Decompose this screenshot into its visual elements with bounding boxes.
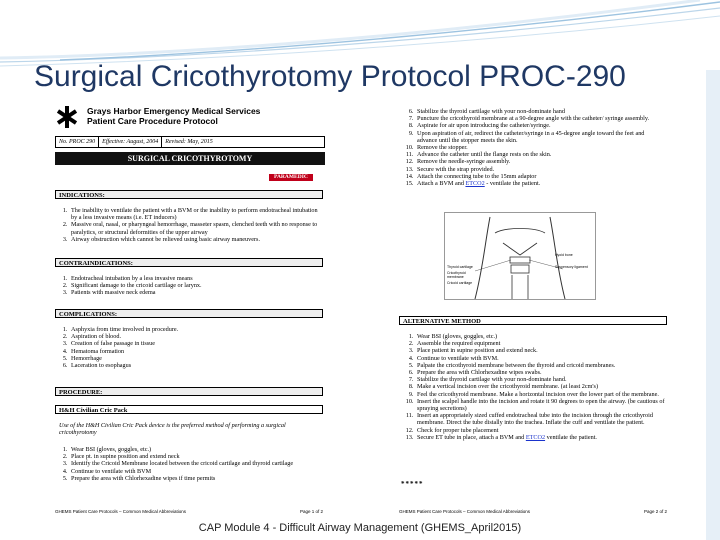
star-of-life-icon — [57, 104, 77, 130]
page-number: Page 1 of 2 — [299, 509, 323, 514]
indications-heading: INDICATIONS: — [55, 190, 323, 199]
list-item: 7. Puncture the cricothyroid membrane at a 90-degree angle with the catheter/ syringe assembly. — [415, 115, 665, 122]
org-line-2: Patient Care Procedure Protocol — [87, 116, 218, 126]
list-item: 4. Continue to ventilate with BVM. — [415, 355, 665, 362]
list-item: 6. Laceration to esophagus — [69, 362, 319, 369]
effective-date: Effective: August, 2004 — [99, 137, 162, 147]
organization-name — [87, 106, 260, 126]
diagram-label: Cricoid cartilage — [447, 281, 473, 285]
diagram-label: Suspensory ligament — [555, 265, 588, 269]
etco2-link[interactable]: ETCO2 — [465, 180, 485, 188]
list-item: 12. Remove the needle-syringe assembly. — [415, 158, 665, 165]
procedure-heading: PROCEDURE: — [55, 387, 323, 396]
list-item: 1. Endotracheal intubation by a less invasive means — [69, 275, 319, 282]
list-item: 5. Palpate the cricothyroid membrane between the thyroid and cricoid membranes. — [415, 362, 665, 369]
list-item: 1. Wear BSI (gloves, goggles, etc.) — [69, 446, 319, 453]
slide-title: Surgical Cricothyrotomy Protocol PROC-290 — [34, 60, 626, 93]
diagram-label: Cricothyroid membrane — [447, 271, 466, 279]
list-item: 1. Wear BSI (gloves, goggles, etc.) — [415, 333, 665, 340]
list-item: 3. Patients with massive neck edema — [69, 289, 319, 296]
list-item: 3. Creation of false passage in tissue — [69, 340, 319, 347]
page-footer-left: GHEMS Patient Care Protocols – Common Medical Abbreviations — [399, 509, 531, 514]
alternative-method-steps — [399, 333, 665, 441]
page-footer — [399, 509, 667, 514]
document-title-bar: SURGICAL CRICOTHYROTOMY — [55, 152, 325, 165]
page-number: Page 2 of 2 — [643, 509, 667, 514]
neck-anatomy-diagram — [444, 212, 596, 300]
list-item: 6. Prepare the area with Chlorhexadine wipes swabs. — [415, 369, 665, 376]
slide-footer: CAP Module 4 - Difficult Airway Management (GHEMS_April2015) — [198, 522, 522, 534]
protocol-number: No. PROC 290 — [56, 137, 99, 147]
right-edge-decoration — [700, 70, 720, 540]
cric-pack-note: Use of the H&H Civilian Cric Pack device is the preferred method of performing a surgical cricothyrotomy — [59, 422, 286, 437]
list-item: 8. Aspirate for air upon introducing the catheter/syringe. — [415, 122, 665, 129]
protocol-page-2 — [399, 104, 683, 518]
protocol-header — [55, 104, 325, 138]
diagram-label: Hyoid bone — [555, 253, 573, 257]
step-text: Secure ET tube in place, attach a BVM and — [417, 433, 525, 441]
list-item: 2. Place pt. in supine position and extend neck — [69, 453, 319, 460]
list-item: 2. Significant damage to the cricoid cartilage or larynx. — [69, 282, 319, 289]
list-item: 12. Check for proper tube placement — [415, 427, 665, 434]
procedure-steps-continued — [399, 108, 665, 187]
list-item: 9. Upon aspiration of air, redirect the catheter/syringe in a 45-degree angle toward the feet and advance until the stopper meets the skin. — [415, 130, 665, 144]
contraindications-list — [55, 275, 319, 297]
paramedic-badge: PARAMEDIC — [269, 174, 313, 181]
end-marks: ***** — [401, 480, 424, 488]
list-item: 1. Asphyxia from time involved in procedure. — [69, 326, 319, 333]
step-text: - ventilate the patient. — [486, 180, 541, 188]
list-item: 2. Aspiration of blood. — [69, 333, 319, 340]
list-item: 9. Feel the cricothyroid membrane. Make a horizontal incision over the lower part of the membrane. — [415, 391, 665, 398]
etco2-link[interactable]: ETCO2 — [525, 433, 546, 441]
list-item: 14. Attach the connecting tube to the 15mm adaptor — [415, 173, 665, 180]
list-item — [415, 434, 665, 441]
list-item: 10. Remove the stopper. — [415, 144, 665, 151]
cric-pack-steps — [55, 446, 319, 482]
list-item: 5. Hemorrhage — [69, 355, 319, 362]
cric-pack-heading: H&H Civilian Cric Pack — [55, 405, 323, 414]
list-item: 3. Identify the Cricoid Membrane located between the cricoid cartilage and thyroid cartilage — [69, 460, 319, 467]
list-item: 4. Continue to ventilate with BVM — [69, 468, 319, 475]
list-item: 5. Prepare the area with Chlorhexadine wipes if time permits — [69, 475, 319, 482]
step-text: Attach a BVM and — [417, 180, 464, 188]
org-line-1: Grays Harbor Emergency Medical Services — [87, 106, 261, 116]
page-footer — [55, 509, 323, 514]
diagram-label: Thyroid cartilage — [447, 265, 473, 269]
page-footer-left: GHEMS Patient Care Protocols – Common Medical Abbreviations — [55, 509, 187, 514]
alternative-method-heading: ALTERNATIVE METHOD — [399, 316, 667, 325]
list-item: 1. The inability to ventilate the patient with a BVM or the inability to perform endotracheal intubation by a less invasive means (i.e. ET inducers) — [69, 207, 319, 221]
list-item: 3. Airway obstruction which cannot be relieved using basic airway maneuvers. — [69, 236, 319, 243]
list-item: 8. Make a vertical incision over the cricothyroid membrane. (at least 2cm's) — [415, 383, 665, 390]
indications-list — [55, 207, 319, 243]
step-text: ventilate the patient. — [546, 433, 597, 441]
list-item: 3. Place patient in supine position and extend neck. — [415, 347, 665, 354]
list-item: 10. Insert the scalpel handle into the incision and rotate it 90 degrees to open the airway. (be cautious of spraying secretions) — [415, 398, 665, 412]
list-item: 2. Assemble the required equipment — [415, 340, 665, 347]
list-item: 6. Stabilize the thyroid cartilage with your non-dominate hand — [415, 108, 665, 115]
list-item: 13. Secure with the strap provided. — [415, 166, 665, 173]
list-item: 2. Massive oral, nasal, or pharyngeal hemorrhage, masseter spasm, clenched teeth with no response to paralytics, or structural deformities of the upper airway — [69, 221, 319, 235]
list-item: 11. Insert an appropriately sized cuffed endotracheal tube into the incision through the cricothyroid membrane. Direct the tube distally into the trachea. Inflate the cuff and ventilate the patient. — [415, 412, 665, 426]
list-item: 4. Hematoma formation — [69, 348, 319, 355]
complications-list — [55, 326, 319, 369]
protocol-page-1 — [55, 104, 339, 518]
complications-heading: COMPLICATIONS: — [55, 309, 323, 318]
protocol-meta-row — [55, 136, 325, 148]
list-item: 11. Advance the catheter until the flange rests on the skin. — [415, 151, 665, 158]
list-item: 7. Stabilize the thyroid cartilage with your non-dominate hand. — [415, 376, 665, 383]
contraindications-heading: CONTRAINDICATIONS: — [55, 258, 323, 267]
revised-date: Revised: May, 2015 — [165, 139, 213, 145]
list-item — [415, 180, 665, 187]
